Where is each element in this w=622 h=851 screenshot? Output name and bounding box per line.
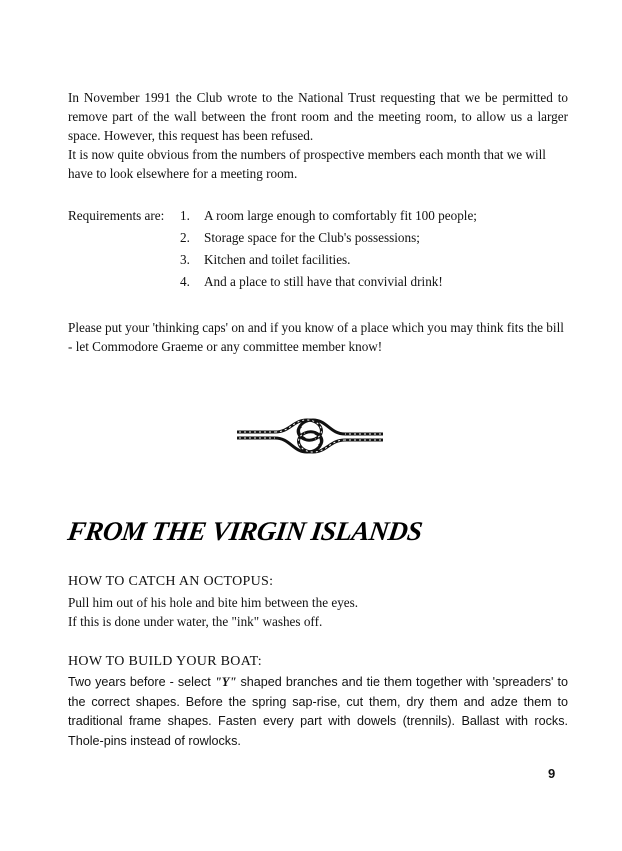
- requirement-text: And a place to still have that convivial drink!: [204, 274, 443, 289]
- paragraph-text: It is now quite obvious from the numbers of prospective members each month that we will have to look elsewhere for a meeting room.: [68, 147, 546, 181]
- paragraph-renovation-request: [68, 88, 568, 145]
- requirement-text: Storage space for the Club's possessions;: [204, 230, 420, 245]
- octopus-line: If this is done under water, the "ink" washes off.: [68, 614, 323, 629]
- requirement-number: 3.: [180, 252, 190, 267]
- requirement-item: [68, 250, 568, 272]
- reef-knot-icon: [235, 412, 385, 462]
- paragraph-text: Please put your 'thinking caps' on and if you know of a place which you may think fits the bill - let Commodore Graeme or any committee member know!: [68, 320, 564, 354]
- requirement-item: [68, 206, 568, 228]
- paragraph-meeting-room: [68, 145, 568, 183]
- boat-section: [68, 652, 568, 751]
- boat-body-end: shaped branches and tie them together with 'spreaders' to the correct shapes. Before the spring sap-rise, cut them, dry them and adze them to traditional frame shapes. Fasten every part with dowels (trennils). Ballast with rocks. Thole-pins instead of rowlocks.: [68, 675, 568, 748]
- page-number: 9: [548, 766, 556, 781]
- octopus-title: HOW TO CATCH AN OCTOPUS:: [68, 574, 274, 589]
- boat-y-char: "Y": [214, 675, 237, 689]
- octopus-section: [68, 572, 568, 631]
- requirement-text: Kitchen and toilet facilities.: [204, 252, 351, 267]
- requirements-lead: Requirements are:: [68, 208, 165, 223]
- paragraph-text: In November 1991 the Club wrote to the National Trust requesting that we be permitted to remove part of the wall between the front room and the meeting room, to allow us a larger space. However, this request has been refused.: [68, 90, 568, 143]
- requirement-text: A room large enough to comfortably fit 100 people;: [204, 208, 477, 223]
- requirement-number: 1.: [180, 208, 190, 223]
- requirement-number: 2.: [180, 230, 190, 245]
- paragraph-thinking-caps: [68, 318, 568, 356]
- octopus-line: Pull him out of his hole and bite him between the eyes.: [68, 595, 359, 610]
- boat-body-start: Two years before - select: [68, 675, 215, 689]
- requirement-number: 4.: [180, 274, 190, 289]
- boat-title: HOW TO BUILD YOUR BOAT:: [68, 654, 262, 669]
- requirement-item: [68, 272, 568, 294]
- section-heading: FROM THE VIRGIN ISLANDS: [65, 516, 425, 546]
- boat-body: [68, 673, 568, 751]
- requirements-list: [68, 206, 568, 294]
- requirement-item: [68, 228, 568, 250]
